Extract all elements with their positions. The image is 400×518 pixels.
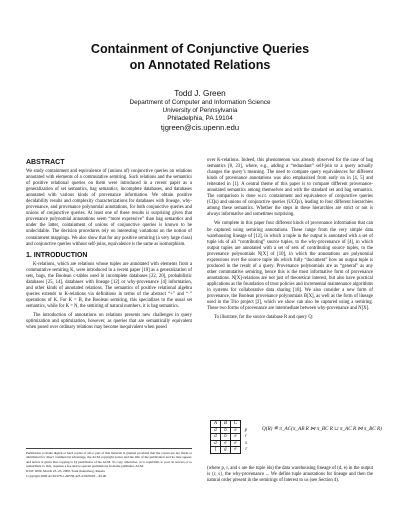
- table-cell: e: [231, 427, 241, 434]
- header-cell: B: [221, 421, 231, 428]
- right-column-tail: [207, 466, 373, 487]
- title-line-2: on Annotated Relations: [129, 58, 271, 72]
- tuple-annotation: r: [245, 447, 248, 452]
- intro-paragraph-2: The introduction of annotations on relations presents new challenges in query optimization and optimization, however, as queries that are semantically equivalent when posed over ordinary relations may become inequivalent when posed: [26, 312, 192, 331]
- table-cell: e: [221, 440, 231, 447]
- header-cell: C: [231, 421, 241, 428]
- right-paragraph-tail: (where p, r, and s are the tuple ids) the data warehousing lineage of (d, e) in the output is {r, s}, the why-provenance ... We define tuple annotations for lineage and then the natural order present in the semirings of interest to us (see Section 4).: [207, 466, 373, 484]
- header-cell: A: [211, 421, 221, 428]
- introduction-heading: 1. INTRODUCTION: [26, 251, 88, 259]
- table-cell: e: [231, 440, 241, 447]
- tuple-annotation: s: [245, 440, 247, 446]
- author-affiliation-univ: University of Pennsylvania: [162, 107, 238, 114]
- footnote-permission: Permission to make digital or hard copies of all or part of this material is granted provided that the copies are not made or distributed for direct commercial advantage, the ACM copyright notice and the title of the publication and its date appear, and notice is given that copying is by permission of the ACM. To copy otherwise, or to republish, to post on servers or to redistribute to lists, requires a fee and/or special permissions from the publisher, ACM.: [26, 451, 192, 468]
- table-cell: e: [231, 447, 241, 454]
- left-column: [26, 158, 192, 334]
- table-cell: d: [211, 434, 221, 441]
- table-cell: d: [211, 427, 221, 434]
- table-row: [211, 447, 252, 454]
- right-column: [207, 158, 373, 324]
- tuple-annotation: p: [244, 427, 248, 433]
- table-cell: f: [211, 447, 221, 454]
- intro-paragraph-1: K-relations, which are relations whose tuples are annotated with elements from a commutative semiring K, were introduced in a recent paper [10] as a generalization of sets, bags, the Boolean c-tables used in incomplete databases [22, 20], probabilistic databases [25, 14], databases with lineage [12] or why-provenance [4] information, and other kinds of annotated relations. The semantics of positive relational algebra queries extends to K-relations via definitions in terms of the abstract “+” and “·” operations of K. For K = B, the Boolean semiring, this specializes to the usual set semantics, while for K = N, the semiring of natural numbers, it is bag semantics.: [26, 261, 192, 309]
- author-block: [0, 88, 400, 133]
- table-cell: b: [221, 427, 231, 434]
- table-cell: d: [211, 440, 221, 447]
- footnote-copyright: Copyright 2009 ACM 978-1-60558-423-2/09/0003 ...$5.00: [26, 474, 107, 479]
- author-affiliation-dept: Department of Computer and Information Science: [129, 99, 271, 106]
- title-line-1: Containment of Conjunctive Queries: [90, 42, 310, 56]
- table-cell: b: [221, 434, 231, 441]
- copyright-footnote: [26, 448, 192, 480]
- example-query: Q(R) ≝ π_AC(π_AB R ⋈ π_BC R ∪ π_AC R ⋈ π_BC R): [262, 426, 382, 432]
- abstract-text: We study containment and equivalence of (unions of) conjunctive queries on relations annotated with elements of a commutative semiring. Such relations and the semantics of positive relational queries on them were introduced in a recent paper as a generalization of set semantics, bag semantics, incomplete databases, and databases annotated with various kinds of provenance information. We obtain positive decidability results and complexity characterizations for databases with lineage, why-provenance, and provenance polynomial annotations, for both conjunctive queries and unions of conjunctive queries. At least one of these results is surprising given that provenance polynomial annotations seem “more expressive” than bag semantics and under the latter, containment of unions of conjunctive queries is known to be undecidable. The decision procedures rely on interesting variations on the notion of containment mappings. We also show that for any positive semiring (a very large class) and conjunctive queries without self-joins, equivalence is the same as isomorphism.: [26, 169, 192, 247]
- table-cell: g: [221, 447, 231, 454]
- right-paragraph-2: We complete in this paper four different kinds of provenance information that can be captured using semiring annotations. These range from the very simple data warehousing lineage of [12], in which a tuple in the output is annotated with a set of tuple ids of all “contributing” source tuples, to the why-provenance of [4], in which output tuples are annotated with a set of sets of contributing source tuples, to the provenance polynomials N[X] of [10], in which the annotations are polynomial expressions over the source tuple ids which fully “document” how an output tuple is produced in the result of a query. Provenance polynomials are as “general” as any other commutative semiring, hence this is the most informative form of provenance annotations. N[X]-relations are not just of theoretical interest, but also have practical applications as the foundation of trust policies and incremental maintenance algorithms in systems for collaborative data sharing [18]. We also consider a new form of provenance, the Boolean provenance polynomials B[X], as well as the form of lineage used in the Trio project [2], which we show can also be captured using a semiring. These two forms of provenance are intermediate between why-provenance and N[X].: [207, 221, 373, 312]
- abstract-heading: ABSTRACT: [26, 159, 65, 166]
- author-name: Todd J. Green: [174, 89, 226, 98]
- right-paragraph-1: over K-relations. Indeed, this phenomenon was already observed for the case of bag semantics [8, 23], where, e.g., adding a “redundant” self-join to a query actually changes the query’s meaning. The need to compute query equivalences for different kinds of provenance annotations was also emphasized from early on in [4, 5] and reiterated in [1]. A central theme of this paper is to compare different provenance-annotated semantics among themselves and with the standard set and bag semantics. The comparison is done w.r.t. containment and equivalence of conjunctive queries (CQs) and unions of conjunctive queries (UCQs), leading to four different hierarchies among these semantics. Whether the steps in these hierarchies are strict or not is always informative and sometimes surprising.: [207, 158, 373, 218]
- tuple-annotation: r: [245, 434, 247, 439]
- right-paragraph-3: To illustrate, for the source database R and query Q:: [214, 315, 314, 321]
- paper-title: [0, 41, 400, 73]
- table-cell: e: [231, 434, 241, 441]
- example-relation-table: [210, 420, 252, 454]
- author-email: tjgreen@cis.upenn.edu: [160, 123, 240, 132]
- author-affiliation-city: Philadelphia, PA 19104: [167, 115, 233, 122]
- footnote-venue: ICDT 2009, March 23–25, 2009, Saint Petersburg, Russia.: [26, 469, 106, 474]
